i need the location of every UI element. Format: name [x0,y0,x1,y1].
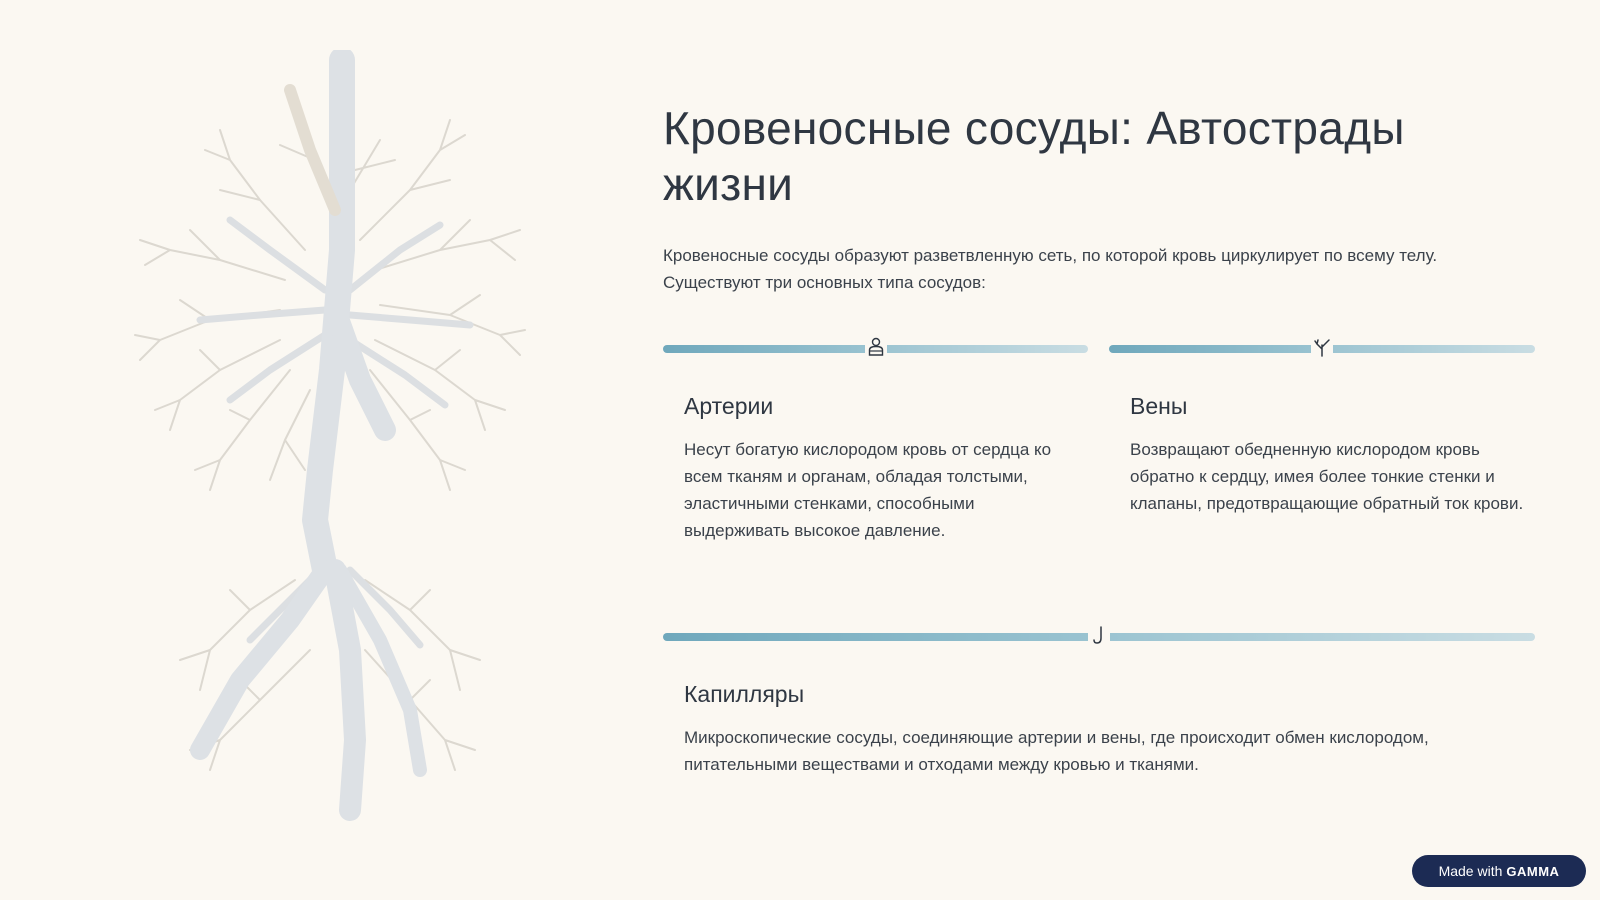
vein-divider [1109,345,1535,353]
made-with-gamma-badge[interactable] [1412,855,1586,887]
card-text-arteries: Несут богатую кислородом кровь от сердца ко всем тканям и органам, обладая толстыми, эластичными стенками, способными выдерживать высокое давление. [684,440,1052,540]
card-title-veins: Вены [1130,393,1188,419]
card-title-capillaries: Капилляры [684,681,805,707]
page-title: Кровеносные сосуды: Автострады жизни [663,102,1405,210]
gamma-logo: GAMMA [1506,863,1560,879]
badge-prefix: Made with [1438,863,1503,879]
intro-text: Кровеносные сосуды образуют разветвленную сеть, по которой кровь циркулирует по всему телу. Существуют три основных типа сосудов: [663,246,1438,292]
card-text-capillaries: Микроскопические сосуды, соединяющие артерии и вены, где происходит обмен кислородом, питательными веществами и отходами между кровью и тканями. [684,728,1429,774]
branch-icon [1311,335,1333,359]
hook-icon [1088,623,1110,647]
vessel-tree-image [110,50,550,840]
person-icon [865,335,887,359]
blood-vessel-illustration [110,50,550,840]
artery-divider [663,345,1088,353]
content [663,100,1535,296]
card-title-arteries: Артерии [684,393,774,419]
card-text-veins: Возвращают обедненную кислородом кровь обратно к сердцу, имея более тонкие стенки и клапаны, предотвращающие обратный ток крови. [1130,440,1524,513]
capillary-divider [663,633,1535,641]
